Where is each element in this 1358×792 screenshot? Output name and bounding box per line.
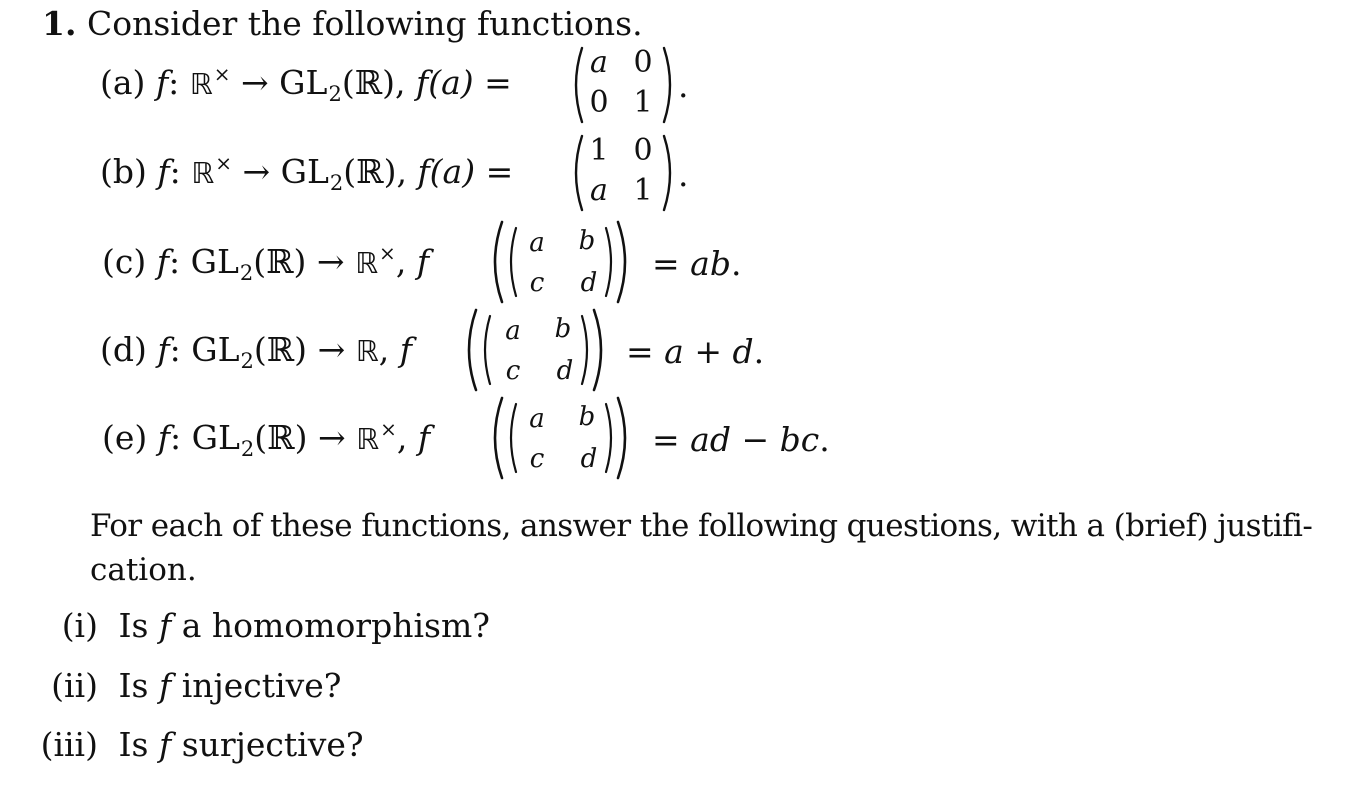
matrix-c-21: c — [529, 268, 545, 298]
colon: : — [169, 330, 181, 369]
outer-right-paren — [590, 308, 610, 392]
part-c — [102, 242, 429, 286]
colon: : — [170, 418, 182, 457]
domain-superscript: × — [213, 62, 231, 86]
part-d — [100, 330, 412, 374]
eval-lhs: f(a) — [416, 63, 474, 102]
rhs-expression: ab — [690, 244, 731, 283]
codomain-prefix: GL — [280, 152, 329, 191]
codomain-symbol: ℝ — [355, 246, 379, 280]
domain-symbol: ℝ — [189, 67, 213, 101]
function-symbol: f — [157, 152, 170, 191]
matrix-d-22: d — [556, 356, 574, 386]
matrix-b-11: 1 — [589, 133, 609, 168]
question-pre: Is — [118, 606, 149, 645]
colon: : — [168, 63, 180, 102]
right-paren — [660, 46, 678, 124]
matrix-c-22: d — [580, 268, 598, 298]
matrix-d-21: c — [505, 356, 521, 386]
left-paren — [504, 402, 520, 474]
question-pre: Is — [118, 725, 149, 764]
function-symbol: f — [156, 242, 169, 281]
matrix-b-12: 0 — [633, 133, 653, 168]
part-c-label: (c) — [102, 242, 147, 281]
outer-right-paren — [614, 396, 634, 480]
question-label: (iii) — [40, 725, 98, 764]
period: . — [819, 420, 830, 459]
codomain-subscript: 2 — [329, 171, 344, 195]
matrix-a-22: 1 — [633, 85, 653, 120]
domain-arg: (ℝ) — [253, 330, 308, 369]
outer-left-paren — [486, 220, 506, 304]
function-symbol: f — [155, 63, 169, 102]
colon: : — [169, 152, 181, 191]
codomain-symbol: ℝ — [356, 422, 380, 456]
arrow: → — [241, 63, 269, 102]
period: . — [730, 244, 742, 283]
domain-prefix: GL — [191, 418, 240, 457]
outer-right-paren — [614, 220, 634, 304]
codomain-superscript: × — [380, 417, 397, 441]
function-symbol: f — [157, 330, 170, 369]
codomain-subscript: 2 — [328, 82, 342, 106]
part-b-label: (b) — [100, 152, 147, 191]
matrix-a-11: a — [590, 45, 608, 80]
codomain-prefix: GL — [279, 63, 328, 102]
eval-function: f — [417, 418, 431, 457]
problem-header — [42, 4, 643, 44]
question-iii — [28, 725, 364, 765]
question-var: f — [158, 725, 172, 764]
equals-sign: = — [485, 152, 514, 191]
eval-function: f — [416, 242, 430, 281]
arrow: → — [242, 152, 271, 191]
codomain-symbol: ℝ — [355, 334, 379, 368]
rhs-expression: ad − bc — [690, 420, 820, 459]
question-label: (ii) — [51, 666, 98, 705]
part-d-result — [626, 332, 764, 372]
question-post: injective? — [181, 666, 342, 705]
eval-function: f — [399, 330, 412, 369]
domain-prefix: GL — [191, 330, 240, 369]
arrow: → — [317, 330, 346, 369]
instruction-line-1: For each of these functions, answer the following questions, with a (brief) justifi- — [90, 508, 1313, 544]
matrix-c-11: a — [529, 228, 545, 258]
domain-subscript: 2 — [240, 437, 255, 461]
question-label: (i) — [61, 606, 98, 645]
domain-arg: (ℝ) — [254, 418, 308, 457]
outer-left-paren — [460, 308, 480, 392]
part-a-period: . — [678, 66, 689, 105]
matrix-e-22: d — [580, 444, 598, 474]
matrix-b-22: 1 — [633, 173, 653, 208]
question-i — [28, 606, 490, 646]
left-paren — [504, 226, 520, 298]
comma: , — [396, 418, 408, 457]
rhs-expression: a + d — [664, 332, 754, 371]
matrix-c-12: b — [578, 226, 596, 256]
right-paren — [660, 134, 678, 212]
matrix-e-12: b — [578, 402, 596, 432]
equals-sign: = — [652, 420, 680, 459]
matrix-e-21: c — [529, 444, 545, 474]
question-pre: Is — [118, 666, 149, 705]
part-e — [102, 418, 430, 462]
comma: , — [395, 242, 407, 281]
codomain-superscript: × — [379, 241, 396, 265]
equals-sign: = — [652, 244, 680, 283]
comma: , — [378, 330, 390, 369]
part-a — [100, 63, 512, 107]
equals-sign: = — [484, 63, 512, 102]
part-e-result — [652, 420, 830, 460]
matrix-a-21: 0 — [589, 85, 609, 120]
part-c-result — [652, 244, 741, 284]
matrix-e-11: a — [529, 404, 545, 434]
left-paren — [478, 314, 494, 386]
part-b-period: . — [678, 155, 689, 194]
left-paren — [568, 46, 586, 124]
domain-subscript: 2 — [239, 261, 254, 285]
problem-intro: Consider the following functions. — [86, 4, 643, 43]
matrix-a-12: 0 — [633, 45, 653, 80]
arrow: → — [316, 242, 345, 281]
period: . — [753, 332, 765, 371]
arrow: → — [317, 418, 346, 457]
problem-number: 1. — [42, 4, 77, 43]
part-e-label: (e) — [102, 418, 148, 457]
domain-prefix: GL — [190, 242, 239, 281]
matrix-d-11: a — [505, 316, 521, 346]
domain-arg: (ℝ) — [253, 242, 307, 281]
question-var: f — [158, 666, 172, 705]
domain-subscript: 2 — [240, 349, 254, 373]
question-ii — [28, 666, 341, 706]
eval-lhs: f(a) — [417, 152, 476, 191]
instruction-line-2: cation. — [90, 552, 197, 588]
part-a-label: (a) — [100, 63, 146, 102]
part-d-label: (d) — [100, 330, 147, 369]
codomain-arg: (ℝ), — [343, 152, 407, 191]
outer-left-paren — [486, 396, 506, 480]
question-var: f — [158, 606, 172, 645]
function-symbol: f — [157, 418, 170, 457]
left-paren — [568, 134, 586, 212]
matrix-d-12: b — [554, 314, 572, 344]
domain-symbol: ℝ — [191, 156, 215, 190]
question-post: surjective? — [181, 725, 364, 764]
equals-sign: = — [626, 332, 654, 371]
matrix-b-21: a — [590, 173, 608, 208]
question-post: a homomorphism? — [181, 606, 490, 645]
domain-superscript: × — [215, 151, 232, 175]
part-b — [100, 152, 513, 196]
codomain-arg: (ℝ), — [341, 63, 406, 102]
colon: : — [168, 242, 181, 281]
